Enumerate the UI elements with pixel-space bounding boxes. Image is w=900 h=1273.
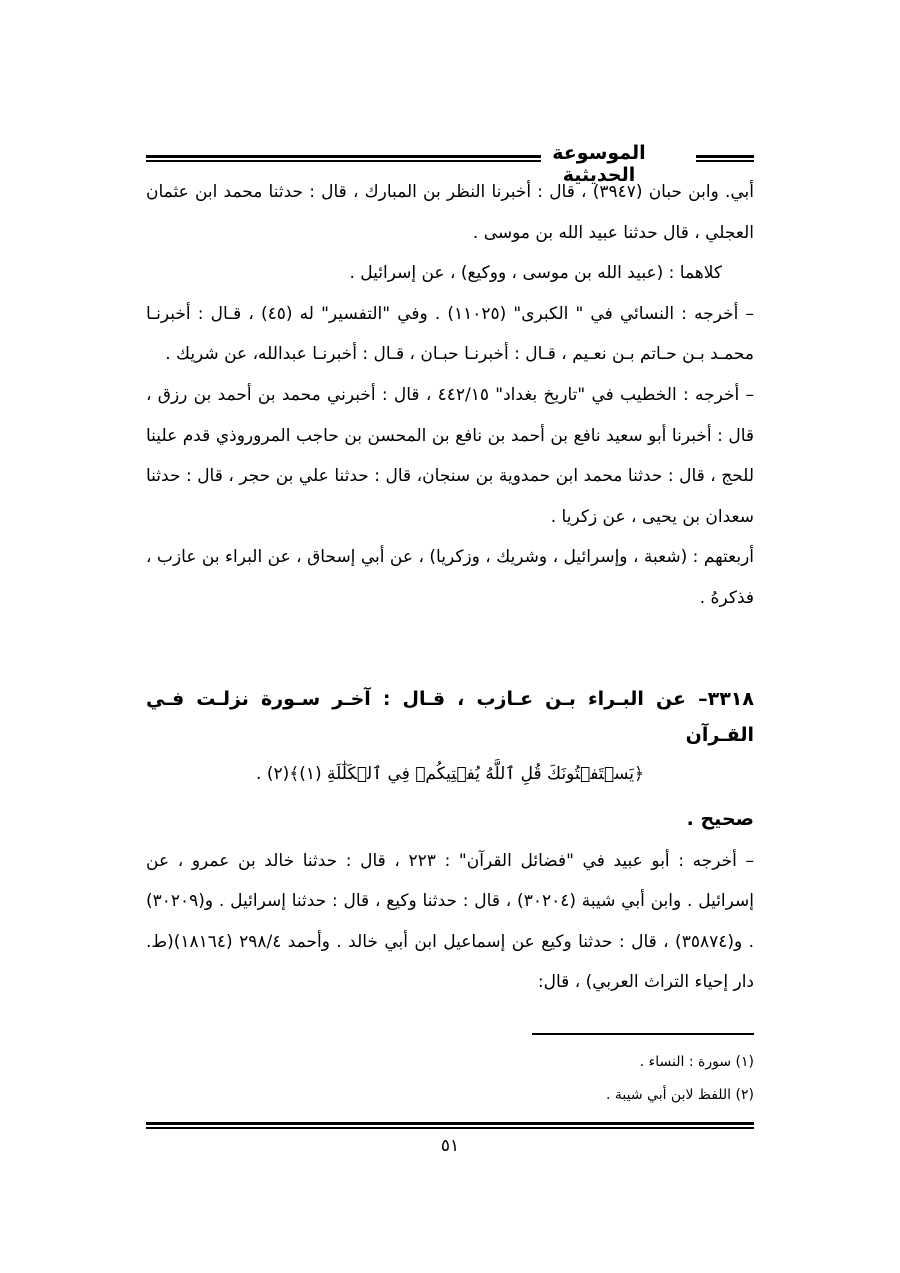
running-header: [146, 140, 754, 186]
header-rule-right: [696, 155, 754, 162]
section-gap: [146, 619, 754, 681]
paragraph: كلاهما : (عبيد الله بن موسى ، ووكيع) ، عن إسرائيل .: [349, 263, 722, 284]
main-text: [146, 172, 754, 1003]
paragraph: – أخرجه : الخطيب في "تاريخ بغداد" ٤٤٢/١٥ ، قال : أخبرني محمد بن أحمد بن رزق ، قال : أخبرنا أبو سعيد نافع بن أحمد بن نافع بن المحسن بن حاجب المروروذي قدم علينا للحج ، قال : حدثنا محمد ابن حمدوية بن سنجان، قال : حدثنا علي بن حجر ، قال : حدثنا سعدان بن يحيى ، عن زكريا .: [146, 384, 755, 527]
header-title: الموسوعة الحديثية: [552, 142, 646, 186]
hadith-grade: صحيح .: [686, 807, 754, 830]
header-rule-left: [146, 155, 541, 162]
quran-verse: ﴿يَسۡتَفۡتُونَكَ قُلِ ٱللَّهُ يُفۡتِيكُمۡ فِي ٱلۡكَلَٰلَةِ (١)﴾(٢) .: [256, 763, 644, 784]
footnote-separator: [532, 1033, 754, 1035]
footer-rule: [146, 1122, 754, 1129]
footnote: (٢) اللفظ لابن أبي شيبة .: [605, 1087, 754, 1103]
paragraph: أبي. وابن حبان (٣٩٤٧) ، قال : أخبرنا النظر بن المبارك ، قال : حدثنا محمد ابن عثمان العجلي ، قال حدثنا عبيد الله بن موسى .: [146, 182, 754, 243]
takhrij-paragraph: – أخرجه : أبو عبيد في "فضائل القرآن" : ٢٢٣ ، قال : حدثنا خالد بن عمرو ، عن إسرائيل . وابن أبي شيبة (٣٠٢٠٤) ، قال : حدثنا وكيع ، قال : حدثنا إسرائيل . و(٣٠٢٠٩) . و(٣٥٨٧٤) ، قال : حدثنا وكيع عن إسماعيل ابن أبي خالد . وأحمد ٢٩٨/٤ (١٨١٦٤)(ط. دار إحياء التراث العربي) ، قال:: [146, 850, 755, 993]
paragraph: – أخرجه : النسائي في " الكبرى" (١١٠٢٥) . وفي "التفسير" له (٤٥) ، قـال : أخبرنـا محمـد بـن حـاتم بـن نعـيم ، قـال : أخبرنـا حبـان ، قـال : أخبرنـا عبدالله، عن شريك .: [146, 303, 754, 365]
page-number: ٥١: [440, 1136, 460, 1156]
footnote: (١) سورة : النساء .: [639, 1054, 754, 1070]
hadith-text: ٣٣١٨– عن البـراء بـن عـازب ، قـال : آخـر سـورة نزلـت فـي القـرآن: [146, 687, 754, 746]
footnotes: [146, 1046, 754, 1112]
paragraph: أربعتهم : (شعبة ، وإسرائيل ، وشريك ، وزكريا) ، عن أبي إسحاق ، عن البراء بن عازب ، فذكرهُ .: [146, 547, 754, 608]
